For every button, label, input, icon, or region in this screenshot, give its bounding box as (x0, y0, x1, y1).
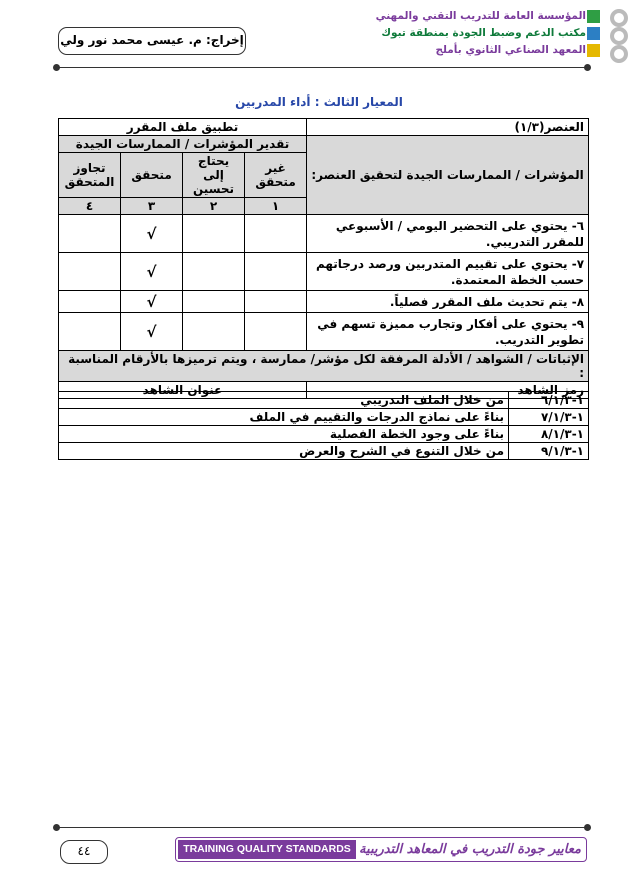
rating-level-label: يحتاج إلى تحسين (183, 153, 245, 198)
rating-cell (59, 291, 121, 313)
rating-cell (183, 215, 245, 253)
rating-header-row (59, 136, 589, 153)
producer-credit-box: إخراج: م. عيسى محمد نور ولي (58, 27, 246, 55)
evidence-code: ١-٧/١/٣ (509, 409, 589, 426)
evidence-title: بناءً على وجود الخطة الفصلية (59, 426, 509, 443)
rating-cell (245, 253, 307, 291)
evidence-row (59, 409, 589, 426)
check-mark-icon: √ (121, 291, 183, 313)
rating-cell (183, 253, 245, 291)
divider-dot (53, 64, 60, 71)
evidence-table (58, 391, 589, 460)
element-title: تطبيق ملف المقرر (59, 119, 307, 136)
element-row (59, 119, 589, 136)
evidence-title: بناءً على نماذج الدرجات والتقييم في الملف (59, 409, 509, 426)
org-line-3: المعهد الصناعي الثانوي بأملج (350, 42, 600, 59)
check-mark-icon: √ (121, 313, 183, 351)
indicators-header: المؤشرات / الممارسات الجيدة لتحقيق العنصر: (307, 136, 589, 215)
divider-dot (53, 824, 60, 831)
standard-table (58, 118, 589, 399)
indicator-row (59, 313, 589, 351)
footer-arabic-title: معايير جودة التدريب في المعاهد التدريبية (359, 842, 581, 857)
indicator-text: ٩- يحتوي على أفكار وتجارب مميزة تسهم في تطوير التدريب. (307, 313, 589, 351)
evidence-code: ١-٩/١/٣ (509, 443, 589, 460)
indicator-text: ٧- يحتوي على تقييم المتدربين ورصد درجاتهم حسب الخطة المعتمدة. (307, 253, 589, 291)
organization-header (350, 8, 600, 59)
rating-cell (183, 291, 245, 313)
rating-header: تقدير المؤشرات / الممارسات الجيدة (59, 136, 307, 153)
evidence-code: ١-٨/١/٣ (509, 426, 589, 443)
rating-level-label: تجاوز المتحقق (59, 153, 121, 198)
evidence-header-row (59, 351, 589, 382)
indicator-row (59, 215, 589, 253)
evidence-code-header: رمز الشاهد (307, 382, 589, 399)
header-divider (58, 67, 588, 68)
evidence-header: الإثباتات / الشواهد / الأدلة المرفقة لكل مؤشر/ ممارسة ، ويتم ترميزها بالأرقام المناسبة : (59, 351, 589, 382)
footer-divider (58, 827, 588, 828)
org-line-1: المؤسسة العامة للتدريب التقني والمهني (350, 8, 600, 25)
evidence-title-header: عنوان الشاهد (59, 382, 307, 399)
check-mark-icon: √ (121, 253, 183, 291)
rating-level-number: ٣ (121, 198, 183, 215)
indicator-text: ٦- يحتوي على التحضير اليومي / الأسبوعي للمقرر التدريبي. (307, 215, 589, 253)
footer-english-title: TRAINING QUALITY STANDARDS (178, 840, 356, 859)
element-label: العنصر(١/٣) (307, 119, 589, 136)
evidence-title: من خلال التنوع في الشرح والعرض (59, 443, 509, 460)
org-line-2: مكتب الدعم وضبط الجودة بمنطقة تبوك (350, 25, 600, 42)
divider-dot (584, 824, 591, 831)
evidence-title: من خلال الملف التدريبي (59, 392, 509, 409)
rating-cell (245, 291, 307, 313)
rating-cell (245, 215, 307, 253)
logo-square-icon (587, 27, 600, 40)
rating-cell (59, 215, 121, 253)
rating-level-number: ٤ (59, 198, 121, 215)
divider-dot (584, 64, 591, 71)
rating-level-number: ١ (245, 198, 307, 215)
indicator-text: ٨- يتم تحديث ملف المقرر فصلياً. (307, 291, 589, 313)
evidence-row (59, 443, 589, 460)
rating-level-number: ٢ (183, 198, 245, 215)
page-number: ٤٤ (60, 840, 108, 864)
indicator-row (59, 291, 589, 313)
rating-cell (245, 313, 307, 351)
gear-icon (604, 6, 634, 64)
rating-level-label: غير متحقق (245, 153, 307, 198)
rating-cell (183, 313, 245, 351)
standard-title: المعيار الثالث : أداء المدربين (235, 95, 403, 109)
check-mark-icon: √ (121, 215, 183, 253)
rating-cell (59, 253, 121, 291)
rating-cell (59, 313, 121, 351)
logo-square-icon (587, 10, 600, 23)
evidence-row (59, 392, 589, 409)
indicator-row (59, 253, 589, 291)
evidence-code: ١-٦/١/٣ (509, 392, 589, 409)
rating-level-label: متحقق (121, 153, 183, 198)
logo-square-icon (587, 44, 600, 57)
evidence-row (59, 426, 589, 443)
